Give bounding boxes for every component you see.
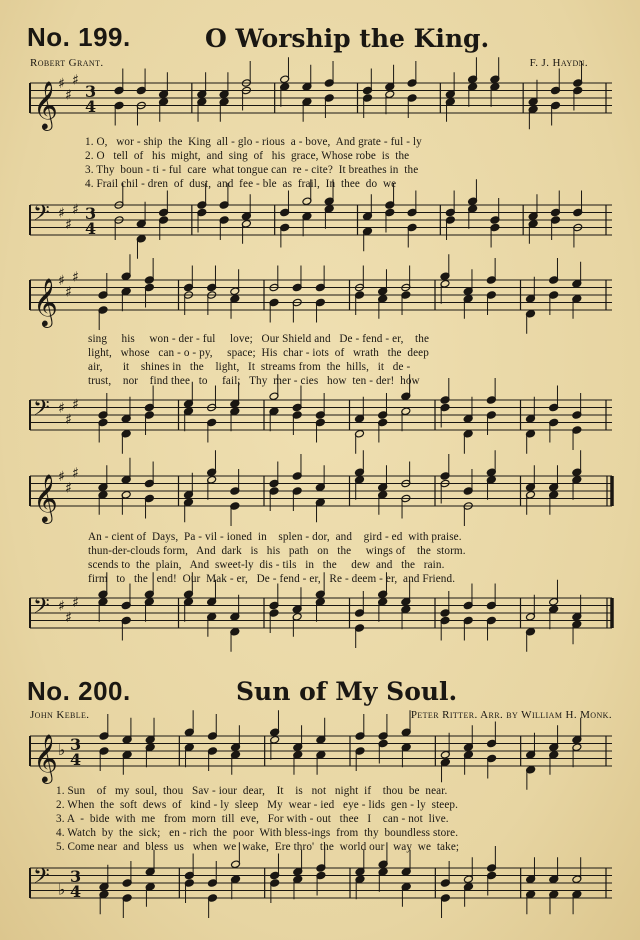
- flat-icon: ♭: [58, 880, 66, 899]
- sharp-icon: ♯: [72, 269, 79, 286]
- lyric-verse-4: 4. Frail chil - dren of dust, and fee - ble as frail, In thee do we: [85, 178, 397, 190]
- lyric-verse-4: trust, nor find thee to fail; Thy mer - cies how ten - der! how: [88, 375, 420, 387]
- bass-staff: [0, 458, 640, 658]
- lyric-verse-3: air, it shines in the light, It streams from the hills, it de -: [88, 361, 411, 373]
- sharp-icon: ♯: [65, 87, 72, 104]
- music-system: [0, 262, 640, 442]
- time-signature-denominator: 4: [85, 97, 97, 116]
- bass-staff: [0, 262, 640, 460]
- lyric-verse-1: 1. Sun of my soul, thou Sav - iour dear, It is not night if thou be near.: [56, 785, 448, 797]
- sharp-icon: ♯: [65, 609, 72, 626]
- sharp-icon: ♯: [58, 469, 65, 485]
- sharp-icon: ♯: [58, 76, 65, 92]
- sharp-icon: ♯: [65, 411, 72, 428]
- music-system: [0, 72, 640, 245]
- time-signature-numerator: 3: [70, 735, 82, 754]
- hymn-title: Sun of My Soul.: [236, 677, 458, 706]
- time-signature-numerator: 3: [70, 867, 82, 886]
- time-signature-numerator: 3: [85, 204, 97, 223]
- bass-clef-icon: 𝄢: [33, 594, 50, 624]
- lyric-verse-5: 5. Come near and bless us when we wake, Ere thro' the world our way we take;: [56, 841, 460, 853]
- music-system: [0, 458, 640, 638]
- sharp-icon: ♯: [58, 400, 65, 417]
- hymn-title: O Worship the King.: [205, 24, 490, 53]
- bass-staff: [0, 75, 640, 265]
- sharp-icon: ♯: [65, 284, 72, 301]
- treble-clef-icon: 𝄞: [33, 80, 58, 129]
- lyric-verse-1: An - cient of Days, Pa - vil - ioned in splen - dor, and gird - ed with praise.: [88, 531, 462, 543]
- time-signature-numerator: 3: [85, 82, 97, 101]
- music-system: [0, 722, 640, 940]
- lyric-verse-2: light, whose can - o - py, space; His char - iots of wrath the deep: [88, 347, 429, 359]
- composer-credit: Peter Ritter. Arr. by William H. Monk.: [410, 709, 612, 721]
- composer-credit: F. J. Haydn.: [529, 57, 588, 69]
- sharp-icon: ♯: [72, 201, 79, 218]
- sharp-icon: ♯: [72, 465, 79, 482]
- lyric-verse-3: 3. Thy boun - ti - ful care what tongue can re - cite? It breathes in the: [85, 164, 419, 176]
- lyric-verse-2: 2. O tell of his might, and sing of his grace, Whose robe is the: [85, 150, 410, 162]
- lyric-verse-3: scends to the plain, And sweet-ly dis - tils in the dew and the rain.: [88, 559, 445, 571]
- lyric-verse-3: 3. A - bide with me from morn till eve, For with - out thee I can - not live.: [56, 813, 449, 825]
- flat-icon: ♭: [58, 741, 66, 759]
- lyric-verse-4: 4. Watch by the sick; en - rich the poor With bless-ings from thy boundless store.: [56, 827, 459, 839]
- treble-clef-icon: 𝄞: [33, 473, 58, 522]
- lyric-verse-1: sing his won - der - ful love; Our Shield and De - fend - er, the: [88, 333, 430, 345]
- treble-clef-icon: 𝄞: [33, 277, 58, 326]
- sharp-icon: ♯: [58, 273, 65, 289]
- sharp-icon: ♯: [65, 216, 72, 233]
- sharp-icon: ♯: [72, 72, 79, 89]
- sharp-icon: ♯: [65, 480, 72, 497]
- bass-clef-icon: 𝄢: [33, 201, 50, 231]
- lyric-verse-2: thun-der-clouds form, And dark is his path on the wings of the storm.: [88, 545, 466, 557]
- author-credit: Robert Grant.: [30, 57, 104, 69]
- bass-clef-icon: 𝄢: [33, 864, 50, 894]
- hymn-number: No. 199.: [27, 22, 131, 52]
- time-signature-denominator: 4: [70, 882, 82, 901]
- hymn-number: No. 200.: [27, 676, 131, 706]
- bass-staff: [0, 722, 640, 928]
- author-credit: John Keble.: [30, 709, 90, 721]
- time-signature-denominator: 4: [70, 750, 82, 769]
- sharp-icon: ♯: [72, 396, 79, 413]
- bass-clef-icon: 𝄢: [33, 396, 50, 426]
- lyric-verse-2: 2. When the soft dews of kind - ly sleep My wear - ied eye - lids gen - ly steep.: [56, 799, 459, 811]
- lyric-verse-4: firm to the end! Our Mak - er, De - fend - er, Re - deem - er, and Friend.: [88, 573, 456, 585]
- sharp-icon: ♯: [58, 205, 65, 222]
- sharp-icon: ♯: [72, 594, 79, 611]
- lyric-verse-1: 1. O, wor - ship the King all - glo - rious a - bove, And grate - ful - ly: [85, 136, 422, 148]
- time-signature-denominator: 4: [85, 219, 97, 238]
- sharp-icon: ♯: [58, 598, 65, 615]
- treble-clef-icon: 𝄞: [33, 733, 58, 782]
